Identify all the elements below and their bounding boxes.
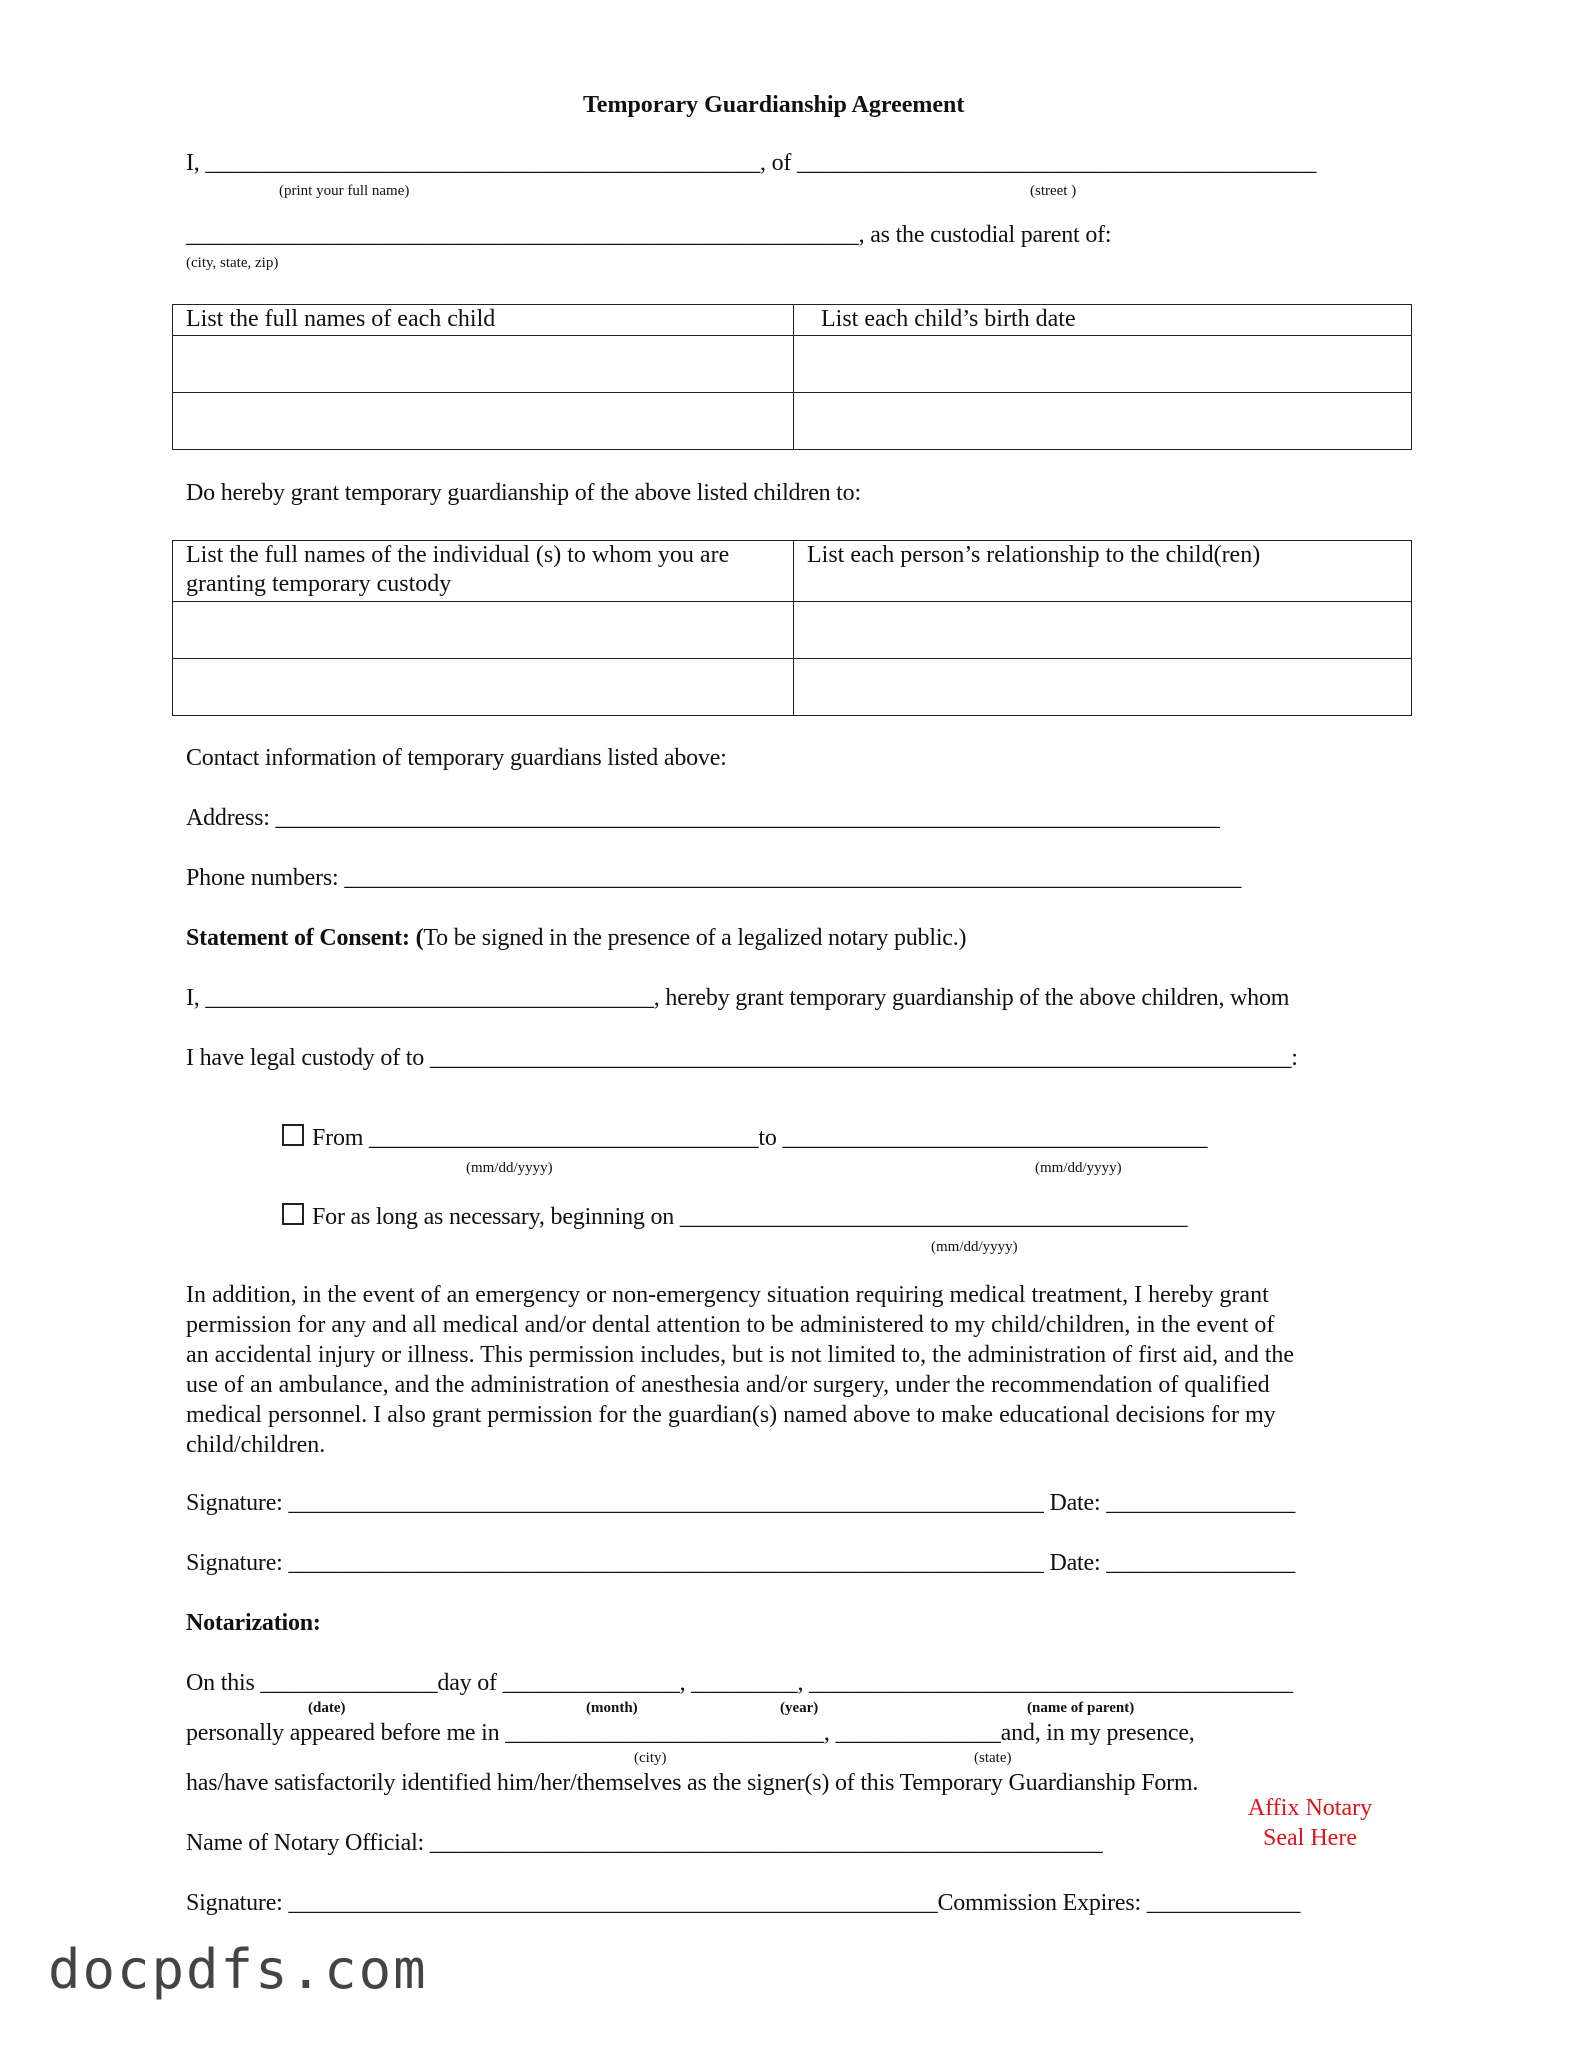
identified-signers-line: has/have satisfactorily identified him/her/themselves as the signer(s) of this Temporary Guardianship Form. <box>186 1770 1199 1796</box>
hint-year: (year) <box>780 1700 819 1716</box>
long-term-checkbox[interactable] <box>282 1203 304 1225</box>
guardians-col-names-header <box>173 541 794 602</box>
contact-heading: Contact information of temporary guardians listed above: <box>186 745 727 771</box>
paragraph-line: permission for any and all medical and/or dental attention to be administered to my child/children, in the event of <box>186 1312 1275 1338</box>
guardian-address-line[interactable]: Address: ________________________________________________________________________________ <box>186 805 1220 831</box>
hint-month: (month) <box>586 1700 638 1716</box>
date-range-checkbox[interactable] <box>282 1124 304 1146</box>
children-table <box>172 304 1412 450</box>
notary-signature-commission-line[interactable]: Signature: _______________________________________________________Commission Expires: _____________ <box>186 1890 1301 1916</box>
notary-official-name-line[interactable]: Name of Notary Official: _________________________________________________________ <box>186 1830 1103 1856</box>
paragraph-line: an accidental injury or illness. This permission includes, but is not limited to, the administration of first aid, and the <box>186 1342 1295 1368</box>
hint-state: (state) <box>974 1750 1012 1766</box>
seal-label-line1: Affix Notary <box>1247 1795 1373 1821</box>
signature-date-line-1[interactable]: Signature: ________________________________________________________________ Date: ________________ <box>186 1490 1296 1516</box>
consent-grant-line[interactable]: I, ______________________________________, hereby grant temporary guardianship of the above children, whom <box>186 985 1290 1011</box>
notarization-heading: Notarization: <box>186 1610 321 1636</box>
option-as-long-as-necessary <box>282 1203 1187 1231</box>
children-col-names-header: List the full names of each child <box>173 305 794 336</box>
long-term-text[interactable]: For as long as necessary, beginning on ___________________________________________ <box>312 1204 1188 1230</box>
notary-day-month-year-parent-line[interactable]: On this _______________day of _______________, _________, _________________________________________ <box>186 1670 1293 1696</box>
date-range-text[interactable]: From _________________________________to ____________________________________ <box>312 1125 1208 1151</box>
guardians-col-names-line2: granting temporary custody <box>186 571 452 597</box>
paragraph-line: In addition, in the event of an emergency or non-emergency situation requiring medical treatment, I hereby grant <box>186 1282 1269 1308</box>
child-name-cell[interactable] <box>173 393 794 450</box>
hint-city: (city) <box>634 1750 667 1766</box>
seal-label-line2: Seal Here <box>1263 1825 1357 1851</box>
notary-seal-placeholder <box>1225 1793 1395 1853</box>
document-title: Temporary Guardianship Agreement <box>583 92 965 118</box>
guardian-relationship-cell[interactable] <box>794 602 1412 659</box>
paragraph-line: child/children. <box>186 1432 326 1458</box>
signature-date-line-2[interactable]: Signature: ________________________________________________________________ Date: ________________ <box>186 1550 1296 1576</box>
guardian-phone-line[interactable]: Phone numbers: ____________________________________________________________________________ <box>186 865 1242 891</box>
city-state-zip-line[interactable]: _________________________________________________________, as the custodial parent of: <box>186 222 1112 248</box>
grant-guardianship-line: Do hereby grant temporary guardianship of the above listed children to: <box>186 480 861 506</box>
option-date-range <box>282 1124 1207 1152</box>
child-name-cell[interactable] <box>173 336 794 393</box>
hint-from-date: (mm/dd/yyyy) <box>466 1160 553 1176</box>
guardian-name-cell[interactable] <box>173 659 794 716</box>
child-birthdate-cell[interactable] <box>794 393 1412 450</box>
hint-street: (street ) <box>1030 183 1077 199</box>
guardians-table <box>172 540 1412 716</box>
guardians-col-relationship-header: List each person’s relationship to the child(ren) <box>794 541 1412 602</box>
consent-label-bold: Statement of Consent: ( <box>186 925 424 951</box>
notary-city-state-line[interactable]: personally appeared before me in ___________________________, ______________and, in my presence, <box>186 1720 1195 1746</box>
watermark: docpdfs.com <box>48 1938 428 2001</box>
guardian-relationship-cell[interactable] <box>794 659 1412 716</box>
hint-full-name: (print your full name) <box>279 183 410 199</box>
medical-permission-paragraph <box>186 1280 1401 1460</box>
guardian-name-cell[interactable] <box>173 602 794 659</box>
guardians-col-names-line1: List the full names of the individual (s) to whom you are <box>186 542 730 568</box>
child-birthdate-cell[interactable] <box>794 336 1412 393</box>
hint-to-date: (mm/dd/yyyy) <box>1035 1160 1122 1176</box>
hint-beginning-date: (mm/dd/yyyy) <box>931 1239 1018 1255</box>
parent-name-street-line[interactable]: I, _______________________________________________, of ____________________________________________ <box>186 150 1317 176</box>
hint-date: (date) <box>308 1700 346 1716</box>
consent-label-rest: To be signed in the presence of a legalized notary public.) <box>423 925 967 951</box>
hint-parent-name: (name of parent) <box>1027 1700 1135 1716</box>
paragraph-line: use of an ambulance, and the administration of anesthesia and/or surgery, under the recommendation of qualified <box>186 1372 1270 1398</box>
hint-city-state-zip: (city, state, zip) <box>186 255 279 271</box>
paragraph-line: medical personnel. I also grant permission for the guardian(s) named above to make educational decisions for my <box>186 1402 1276 1428</box>
statement-of-consent <box>186 925 966 952</box>
children-col-birthdate-header: List each child’s birth date <box>794 305 1412 336</box>
consent-custody-line[interactable]: I have legal custody of to _________________________________________________________________________: <box>186 1045 1298 1071</box>
